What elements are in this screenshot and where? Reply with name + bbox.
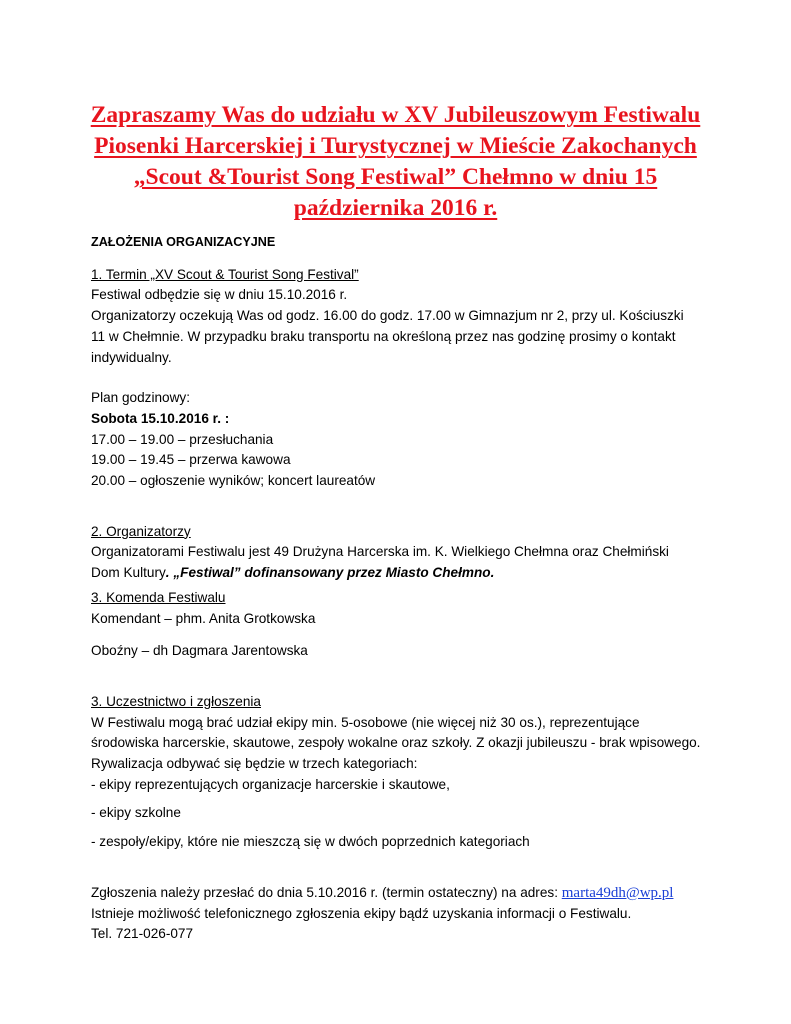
category-item: - ekipy reprezentujących organizacje harcerskie i skautowe, (91, 776, 450, 792)
paragraph-line: Rywalizacja odbywać się będzie w trzech kategoriach: (91, 756, 418, 772)
title-line: Piosenki Harcerskiej i Turystycznej w Mieście Zakochanych (94, 133, 697, 159)
title-line: „Scout &Tourist Song Festiwal” Chełmno w dniu 15 (133, 164, 658, 190)
phone-line: Tel. 721-026-077 (91, 926, 194, 942)
paragraph-line: W Festiwalu mogą brać udział ekipy min. 5-osobowe (nie więcej niż 30 os.), reprezentujące (91, 714, 640, 730)
category-item: - zespoły/ekipy, które nie mieszczą się w dwóch poprzednich kategoriach (91, 834, 530, 850)
email-link[interactable]: marta49dh@wp.pl (561, 884, 674, 901)
plan-day: Sobota 15.10.2016 r. : (91, 410, 230, 426)
phone-info-line: Istnieje możliwość telefonicznego zgłoszenia ekipy bądź uzyskania informacji o Festiwalu. (91, 905, 632, 921)
paragraph-line: środowiska harcerskie, skautowe, zespoły wokalne oraz szkoły. Z okazji jubileuszu - brak wpisowego. (91, 735, 701, 751)
obozny-line: Oboźny – dh Dagmara Jarentowska (91, 643, 308, 659)
paragraph-line: Festiwal odbędzie się w dniu 15.10.2016 r. (91, 287, 348, 303)
plan-item: 19.00 – 19.45 – przerwa kawowa (91, 452, 291, 468)
page-title (60, 100, 731, 224)
title-line: Zapraszamy Was do udziału w XV Jubileuszowym Festiwalu (90, 102, 701, 128)
paragraph-line (91, 563, 721, 584)
deadline-text: Zgłoszenia należy przesłać do dnia 5.10.2016 r. (termin ostateczny) na adres: (91, 884, 562, 900)
category-item: - ekipy szkolne (91, 805, 181, 821)
funding-note: . „Festiwal” dofinansowany przez Miasto Chełmno. (165, 565, 495, 581)
document-body (91, 232, 721, 945)
plan-item: 20.00 – ogłoszenie wyników; koncert laureatów (91, 473, 376, 489)
dom-kultury-text: Dom Kultury (91, 565, 166, 581)
komendant-line: Komendant – phm. Anita Grotkowska (91, 610, 316, 626)
section-heading-komenda: 3. Komenda Festiwalu (91, 589, 226, 605)
paragraph-line: 11 w Chełmnie. W przypadku braku transportu na określoną przez nas godzinę prosimy o kontakt (91, 328, 676, 344)
paragraph-line: Organizatorzy oczekują Was od godz. 16.00 do godz. 17.00 w Gimnazjum nr 2, przy ul. Kościuszki (91, 308, 684, 324)
section-heading-uczestnictwo: 3. Uczestnictwo i zgłoszenia (91, 693, 261, 709)
paragraph-line: Organizatorami Festiwalu jest 49 Drużyna Harcerska im. K. Wielkiego Chełmna oraz Chełmiński (91, 544, 669, 560)
title-line: października 2016 r. (293, 195, 498, 221)
plan-item: 17.00 – 19.00 – przesłuchania (91, 431, 274, 447)
plan-label: Plan godzinowy: (91, 390, 190, 406)
section-heading-organizatorzy: 2. Organizatorzy (91, 523, 191, 539)
deadline-line (91, 883, 721, 904)
paragraph-line: indywidualny. (91, 349, 172, 365)
section-heading-zalozenia: ZAŁOŻENIA ORGANIZACYJNE (91, 235, 276, 249)
section-heading-termin: 1. Termin „XV Scout & Tourist Song Festival” (91, 266, 359, 282)
